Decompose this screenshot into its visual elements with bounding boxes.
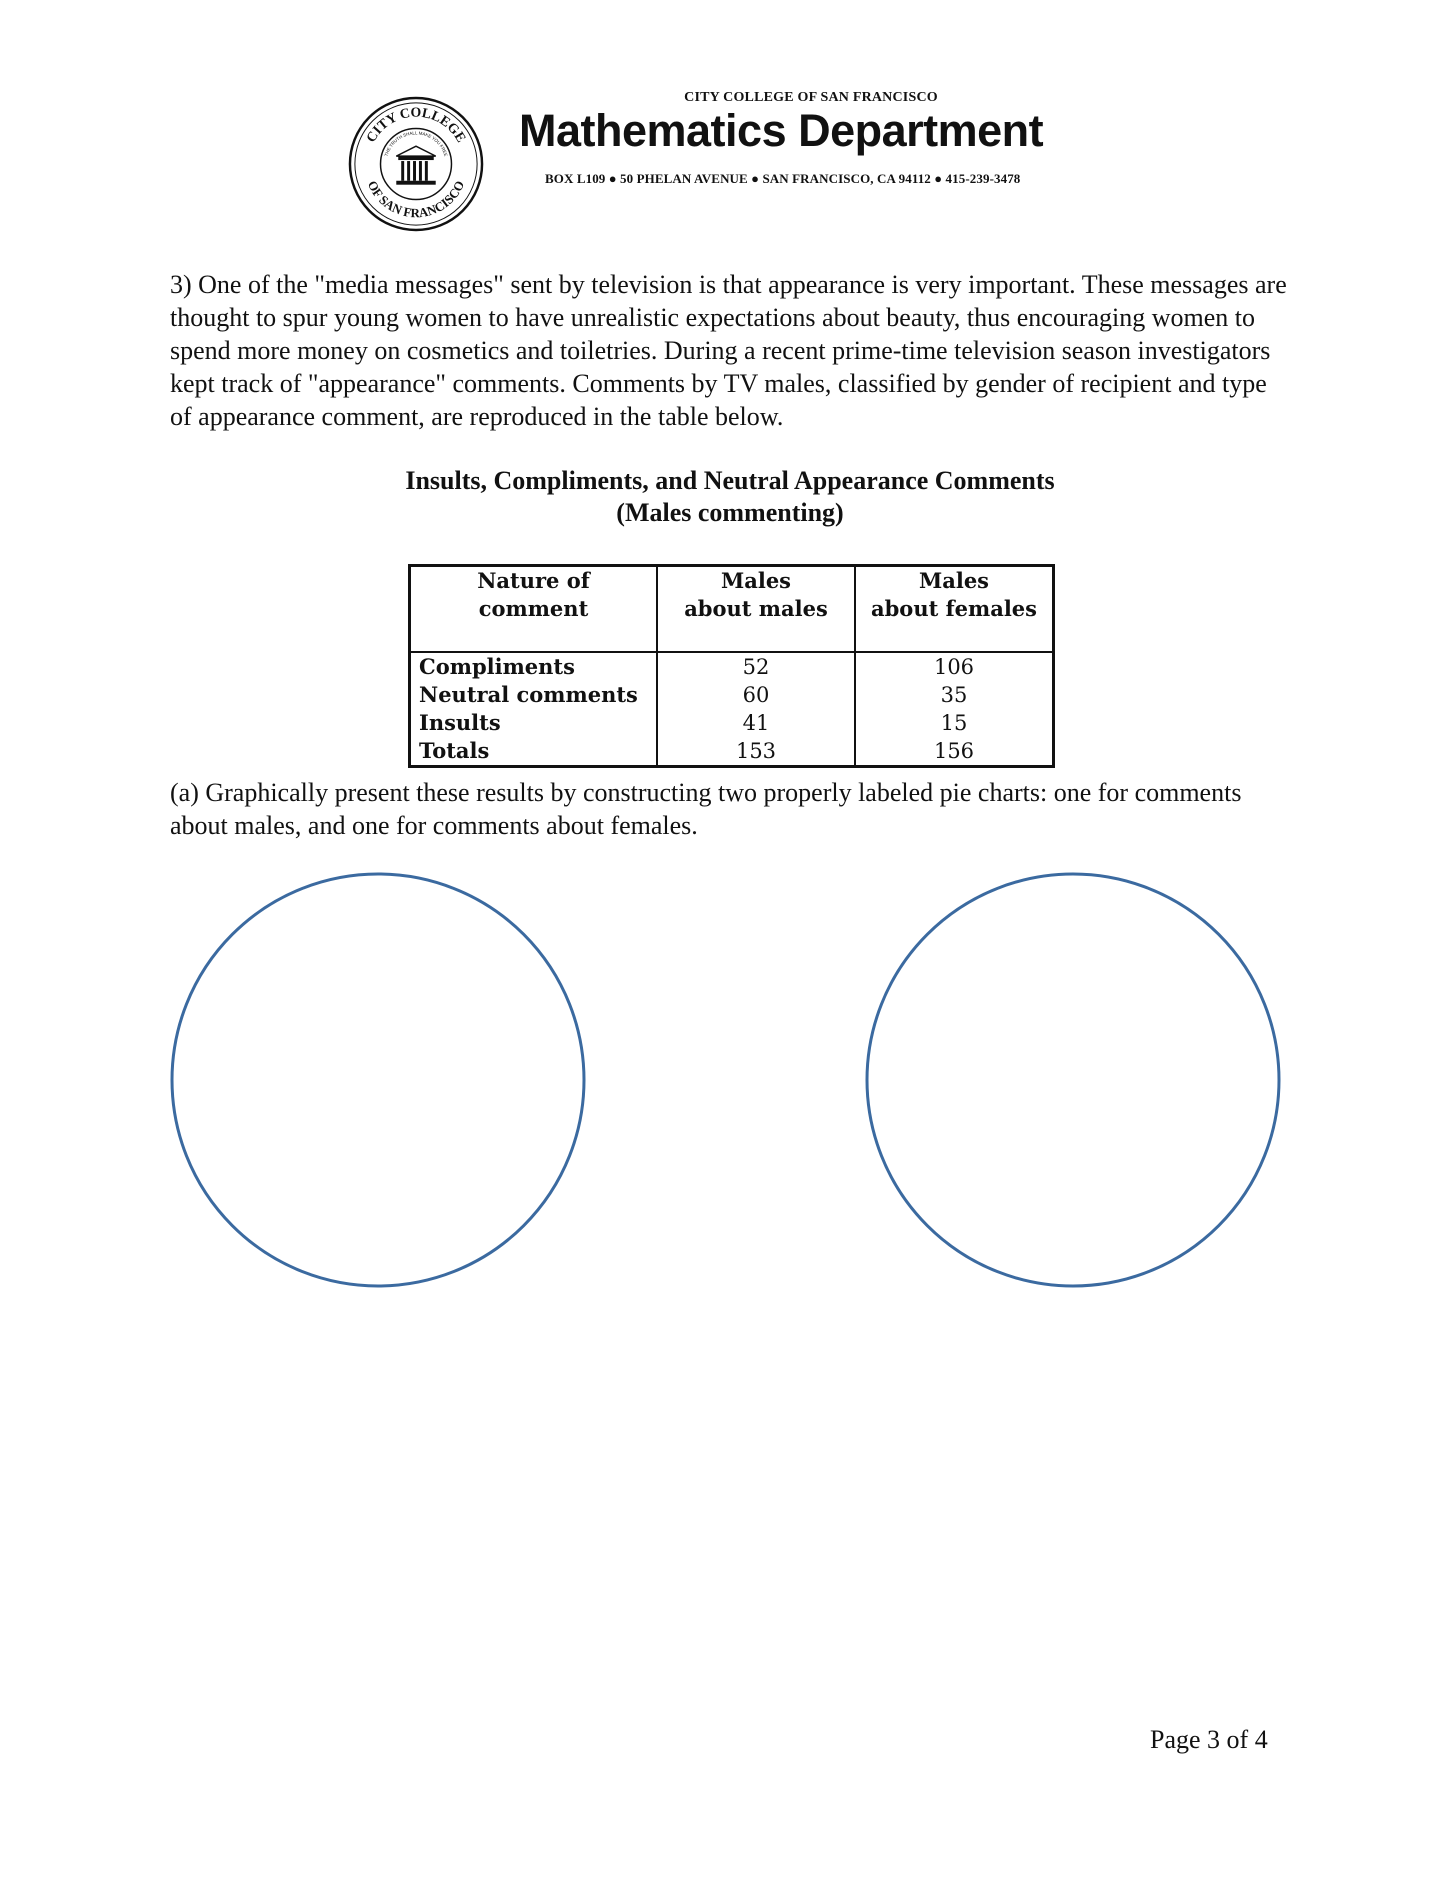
row-label: Compliments [410, 652, 658, 681]
comments-table [408, 564, 1055, 768]
header-col2-line2: about males [684, 596, 828, 621]
cell-females: 106 [933, 655, 975, 679]
cell-males: 153 [657, 737, 855, 767]
cell-females: 156 [933, 739, 975, 763]
cell-females: 15 [940, 711, 968, 735]
header-col2-line1: Males [720, 568, 791, 593]
header-males-about-females [855, 566, 1054, 653]
table-row [410, 652, 1054, 681]
department-address: BOX L109 ● 50 PHELAN AVENUE ● SAN FRANCISCO, CA 94112 ● 415-239-3478 [545, 171, 1021, 186]
row-label: Neutral comments [410, 681, 658, 709]
question-a: (a) Graphically present these results by constructing two properly labeled pie charts: one for comments about males, and one for comments about females. [170, 778, 1242, 840]
header-males-about-males [657, 566, 855, 653]
pie-chart-outlines [0, 860, 1454, 1300]
page-number: Page 3 of 4 [1150, 1725, 1268, 1754]
college-seal-logo [347, 95, 485, 233]
row-label: Totals [410, 737, 658, 767]
department-title: Mathematics Department [519, 105, 1044, 156]
row-label: Insults [410, 709, 658, 737]
college-name: CITY COLLEGE OF SAN FRANCISCO [684, 90, 938, 105]
svg-text:OF SAN FRANCISCO: OF SAN FRANCISCO [364, 178, 468, 221]
problem-statement: 3) One of the "media messages" sent by television is that appearance is very important. These messages are thought to spur young women to have unrealistic expectations about beauty, thus encouraging women to spend more money on cosmetics and toiletries. During a recent prime-time television season investigators kept track of "appearance" comments. Comments by TV males, classified by gender of recipient and type of appearance comment, are reproduced in the table below. [170, 270, 1287, 431]
svg-text:CITY COLLEGE: CITY COLLEGE [363, 104, 469, 145]
header-col3-line2: about females [871, 596, 1037, 621]
pie-circle-males [172, 874, 584, 1286]
cell-males: 52 [657, 652, 855, 681]
table-row [410, 681, 1054, 709]
header-col1-label: Nature of comment [477, 568, 590, 621]
pie-circle-females [867, 874, 1279, 1286]
cell-males: 41 [657, 709, 855, 737]
header-col3-line1: Males [918, 568, 989, 593]
header-nature-of-comment [410, 566, 658, 653]
table-row [410, 737, 1054, 767]
table-title: Insults, Compliments, and Neutral Appearance Comments [405, 466, 1055, 495]
table-header-row [410, 566, 1054, 653]
table-subtitle: (Males commenting) [616, 498, 844, 527]
svg-text:THE TRUTH SHALL MAKE YOU FREE: THE TRUTH SHALL MAKE YOU FREE [383, 130, 449, 157]
table-row [410, 709, 1054, 737]
cell-males: 60 [657, 681, 855, 709]
cell-females: 35 [940, 683, 968, 707]
